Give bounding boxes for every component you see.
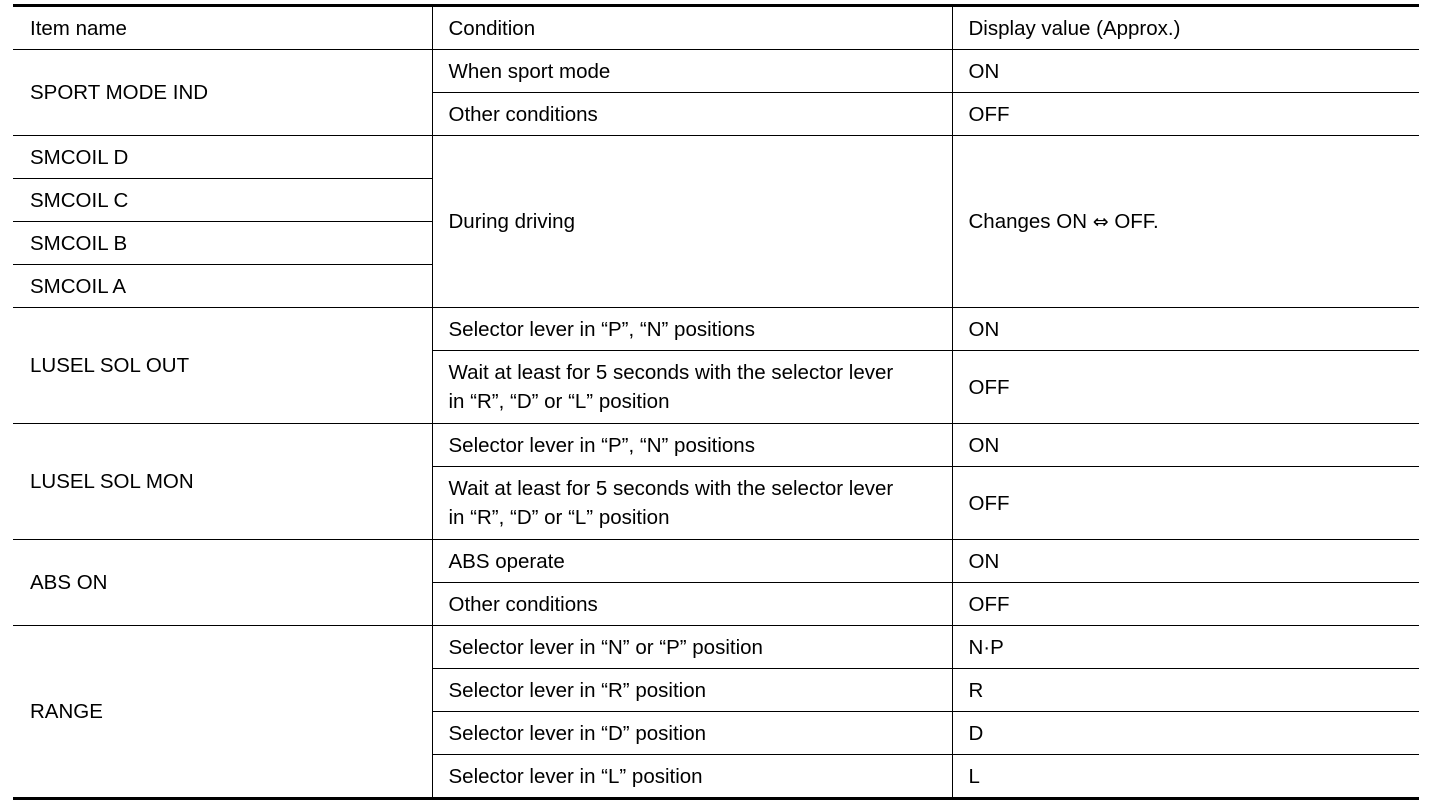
value-cell: ON <box>952 50 1419 93</box>
table-row <box>13 308 1419 351</box>
table-row <box>13 540 1419 583</box>
value-cell: L <box>952 755 1419 799</box>
condition-cell <box>432 467 952 540</box>
value-cell: OFF <box>952 351 1419 424</box>
header-item-name: Item name <box>13 6 432 50</box>
value-cell: R <box>952 669 1419 712</box>
condition-cell: Selector lever in “D” position <box>432 712 952 755</box>
item-smcoil-b: SMCOIL B <box>13 222 432 265</box>
item-smcoil-c: SMCOIL C <box>13 179 432 222</box>
header-condition: Condition <box>432 6 952 50</box>
condition-cell: Selector lever in “R” position <box>432 669 952 712</box>
display-value-table <box>13 4 1419 800</box>
table-row <box>13 50 1419 93</box>
header-row <box>13 6 1419 50</box>
value-cell <box>952 136 1419 308</box>
value-cell: D <box>952 712 1419 755</box>
condition-cell: Selector lever in “P”, “N” positions <box>432 424 952 467</box>
table-row <box>13 626 1419 669</box>
value-cell: OFF <box>952 467 1419 540</box>
condition-cell: ABS operate <box>432 540 952 583</box>
value-cell: ON <box>952 540 1419 583</box>
value-cell: ON <box>952 308 1419 351</box>
condition-line-1: Wait at least for 5 seconds with the selector lever <box>448 477 894 500</box>
condition-cell: Other conditions <box>432 93 952 136</box>
condition-cell <box>432 351 952 424</box>
double-arrow-icon: ⇔ <box>1092 210 1109 233</box>
condition-cell: Selector lever in “N” or “P” position <box>432 626 952 669</box>
condition-cell: During driving <box>432 136 952 308</box>
value-text-before: Changes ON <box>968 209 1088 233</box>
condition-line-2: in “R”, “D” or “L” position <box>448 506 670 529</box>
condition-line-2: in “R”, “D” or “L” position <box>448 390 670 413</box>
item-abs-on: ABS ON <box>13 540 432 626</box>
condition-cell: Selector lever in “L” position <box>432 755 952 799</box>
value-cell: OFF <box>952 583 1419 626</box>
item-lusel-sol-mon: LUSEL SOL MON <box>13 424 432 540</box>
item-smcoil-a: SMCOIL A <box>13 265 432 308</box>
condition-cell: Selector lever in “P”, “N” positions <box>432 308 952 351</box>
item-range: RANGE <box>13 626 432 799</box>
table-row <box>13 136 1419 179</box>
item-lusel-sol-out: LUSEL SOL OUT <box>13 308 432 424</box>
value-text-after: OFF. <box>1114 209 1159 233</box>
value-cell: OFF <box>952 93 1419 136</box>
value-cell: ON <box>952 424 1419 467</box>
value-cell: N·P <box>952 626 1419 669</box>
item-sport-mode-ind: SPORT MODE IND <box>13 50 432 136</box>
item-smcoil-d: SMCOIL D <box>13 136 432 179</box>
header-display-value: Display value (Approx.) <box>952 6 1419 50</box>
condition-line-1: Wait at least for 5 seconds with the selector lever <box>448 361 894 384</box>
condition-cell: Other conditions <box>432 583 952 626</box>
table-row <box>13 424 1419 467</box>
condition-cell: When sport mode <box>432 50 952 93</box>
